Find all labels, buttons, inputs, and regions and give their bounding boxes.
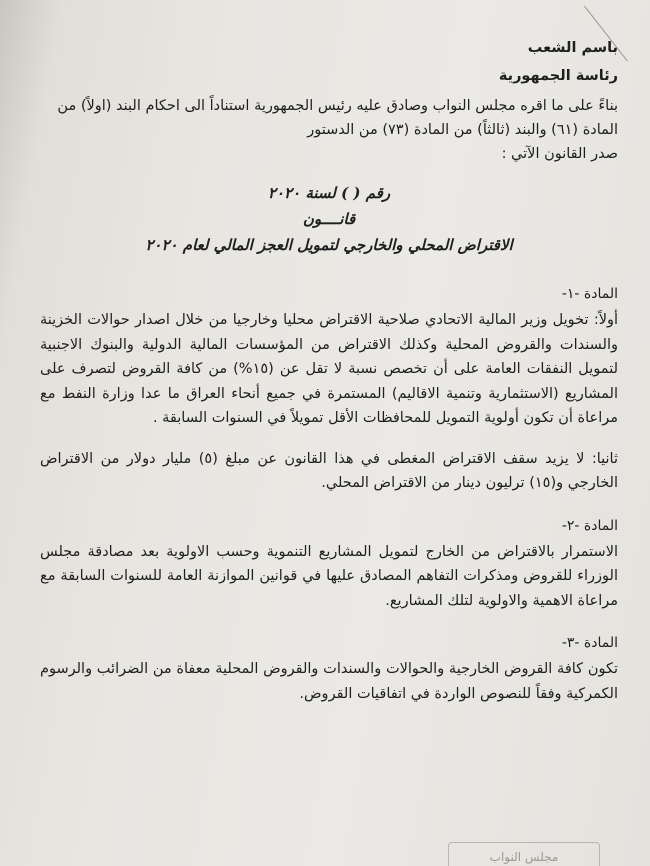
header-line-presidency: رئاسة الجمهورية bbox=[498, 68, 618, 84]
article-1-paragraph-1: أولاً: تخويل وزير المالية الاتحادي صلاحية الاقتراض محليا وخارجيا من خلال اصدار حوالات الخزينة والسندات والقروض المحلية وكذلك الاقتراض من المؤسسات المالية الدولية والبنوك الاجنبية لتمويل النفقات العامة على أن تخصص نسبة لا تقل عن (١٥%) من كافة القروض لتصرف على المشاريع (الاستثمارية وتنمية الاقاليم) المستمرة في جميع أنحاء العراق ما عدا وزارة النفط مع مراعاة أن تكون أولوية التمويل للمحافظات الأقل تمويلاً في السنوات السابقة . bbox=[40, 312, 618, 426]
parliament-stamp: مجلس النواب bbox=[448, 842, 600, 866]
article-3-paragraph-1: تكون كافة القروض الخارجية والحوالات والسندات والقروض المحلية معفاة من الضرائب والرسوم الكمركية وفقاً للنصوص الواردة في اتفاقيات القروض. bbox=[40, 661, 618, 702]
law-number: رقم ( ) لسنة ٢٠٢٠ bbox=[267, 184, 391, 202]
header-line-people: باسم الشعب bbox=[527, 40, 618, 56]
document-body bbox=[40, 36, 618, 706]
article-2-paragraph-1: الاستمرار بالاقتراض من الخارج لتمويل المشاريع التنموية وحسب الاولوية بعد مصادقة مجلس الوزراء للقروض ومذكرات التفاهم المصادق عليها في قوانين الموازنة العامة للسنوات السابقة مع مراعاة الاهمية والاولوية لتلك المشاريع. bbox=[40, 543, 618, 609]
law-name: الاقتراض المحلي والخارجي لتمويل العجز المالي لعام ٢٠٢٠ bbox=[145, 236, 513, 254]
preamble-line-3: صدر القانون الآتي : bbox=[501, 146, 618, 162]
article-3-heading: المادة -٣- bbox=[561, 635, 618, 651]
article-1-paragraph-2: ثانيا: لا يزيد سقف الاقتراض المغطى في هذا القانون عن مبلغ (٥) مليار دولار من الاقتراض الخارجي و(١٥) ترليون دينار من الاقتراض المحلي. bbox=[40, 450, 619, 491]
preamble-line-2: المادة (٦١) والبند (ثالثاً) من المادة (٧٣) من الدستور bbox=[307, 122, 618, 138]
law-type: قانــــون bbox=[302, 210, 356, 228]
article-1-heading: المادة -١- bbox=[561, 286, 618, 302]
article-2-heading: المادة -٢- bbox=[561, 517, 618, 534]
preamble-line-1: بناءً على ما اقره مجلس النواب وصادق عليه رئيس الجمهورية استناداً الى احكام البند (اولاً) من bbox=[57, 98, 618, 114]
